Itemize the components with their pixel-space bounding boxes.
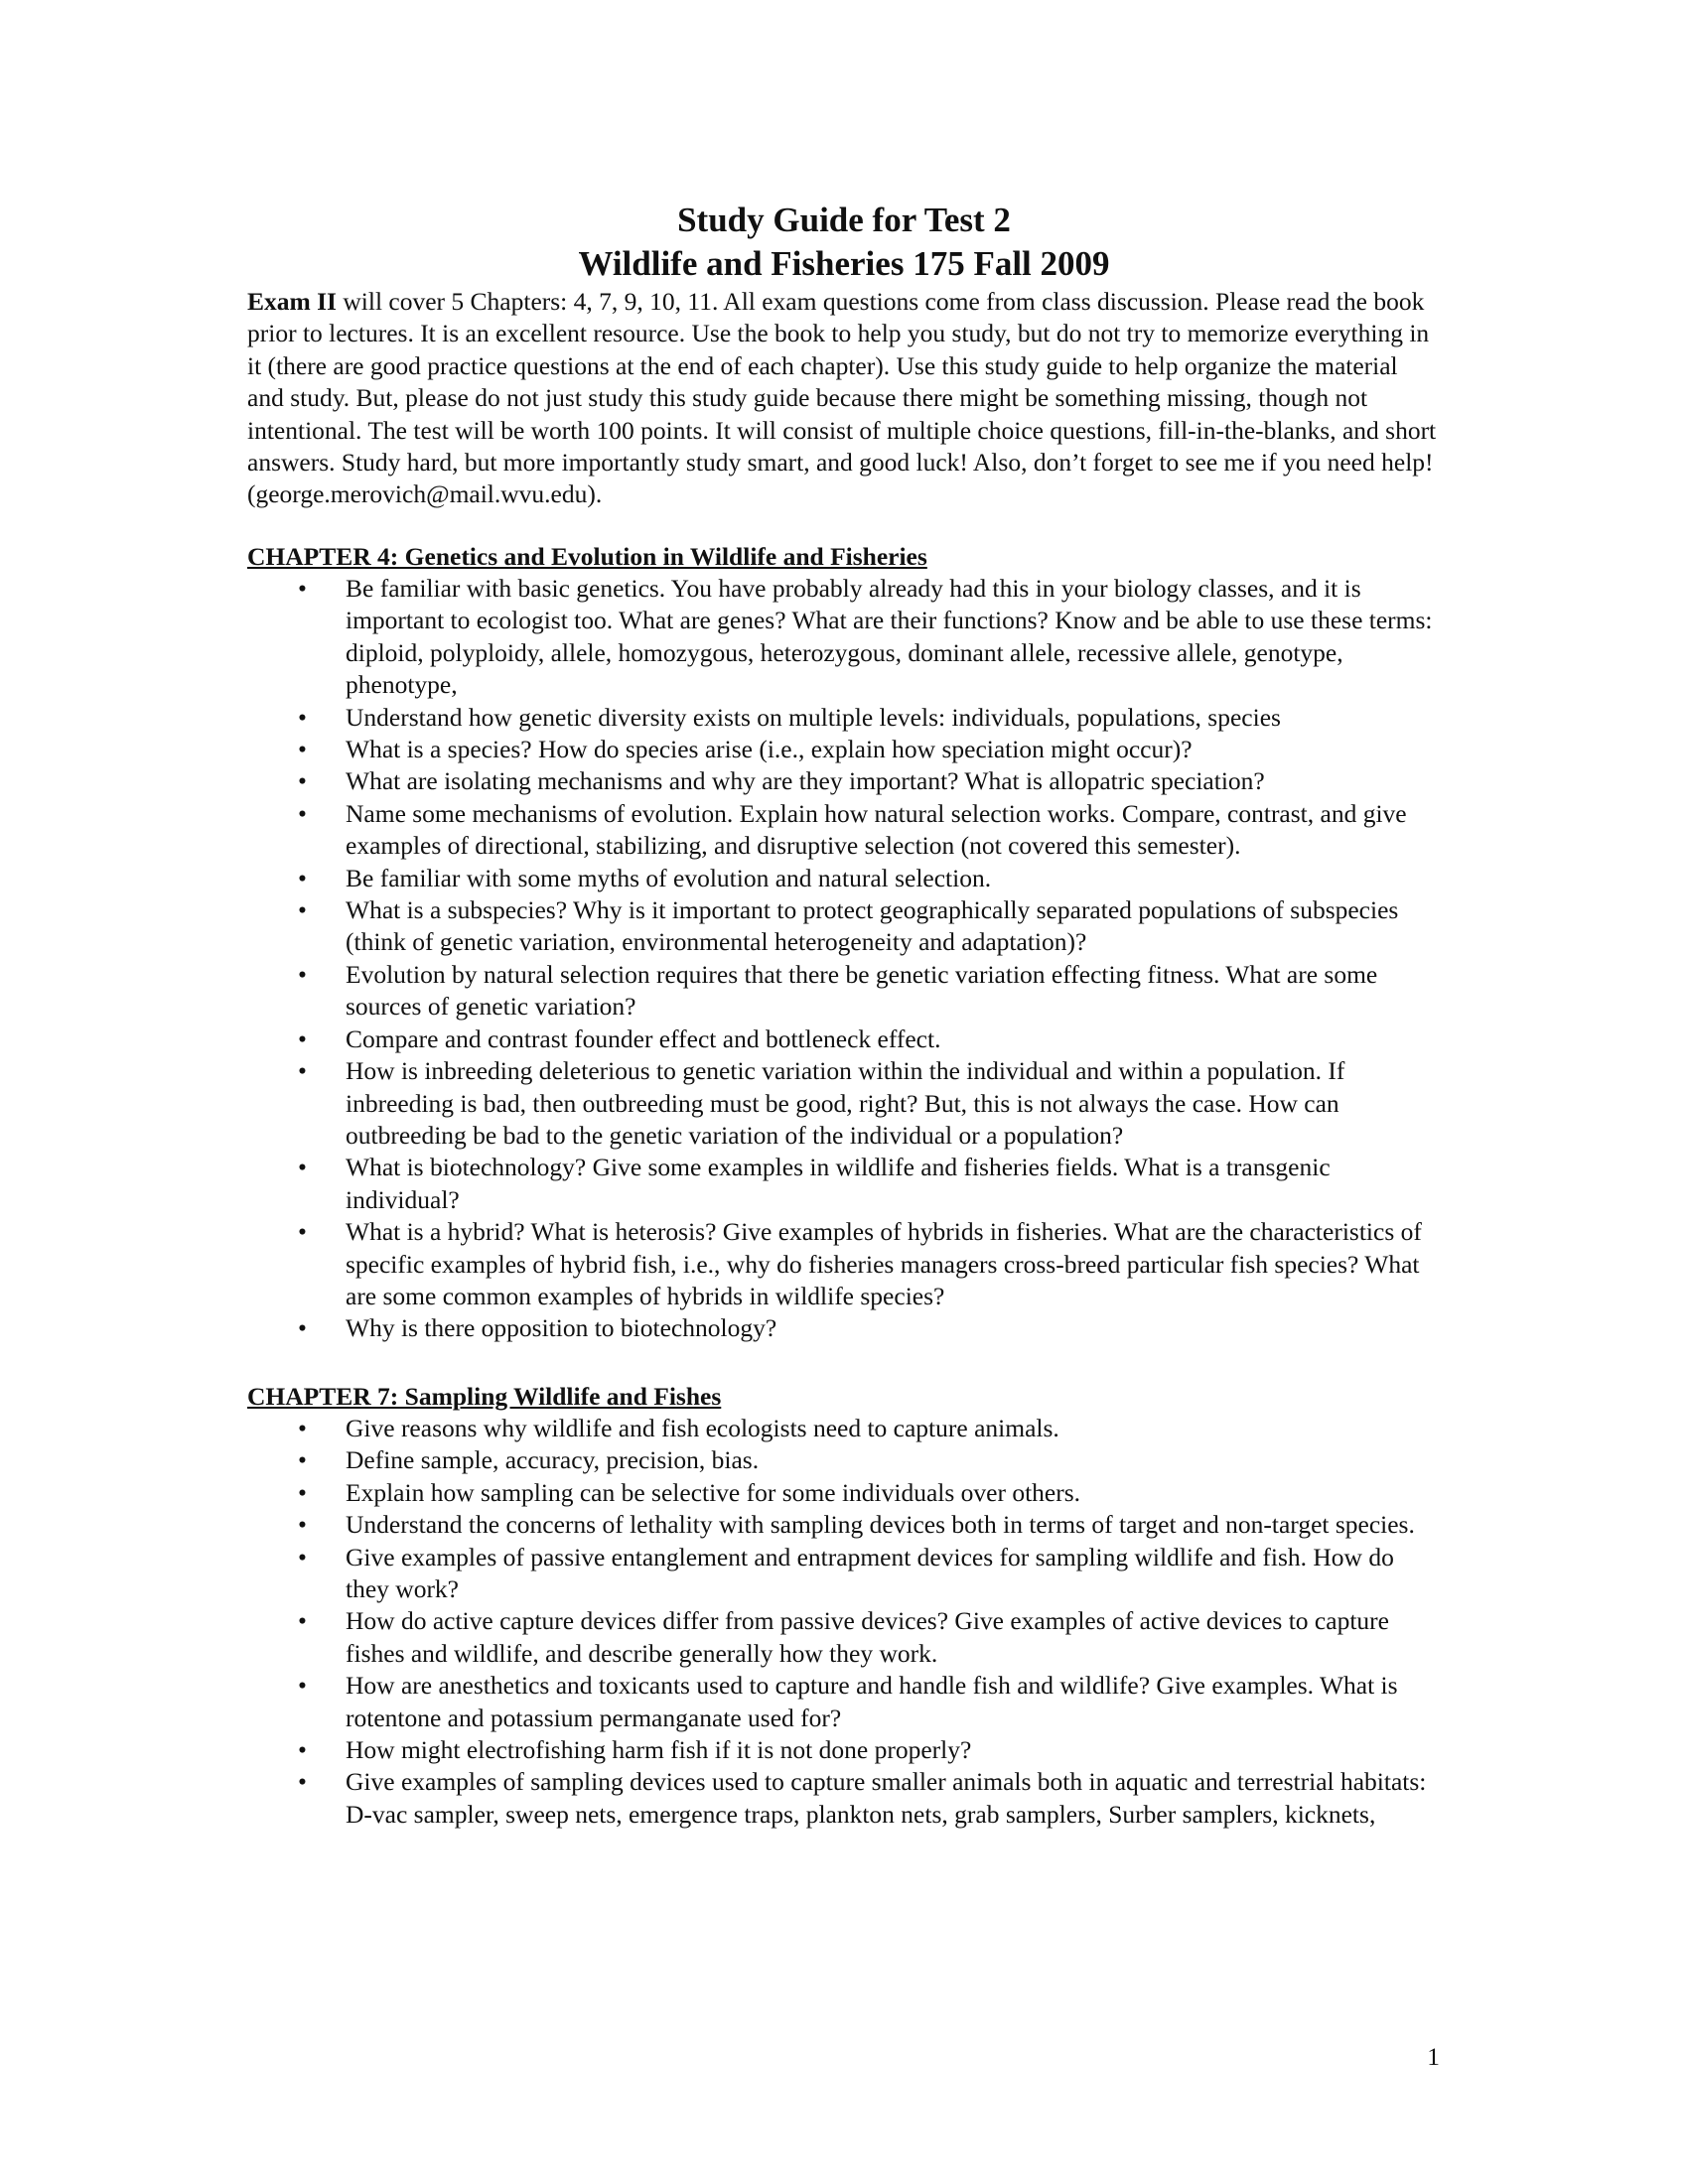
list-item-text: Give examples of passive entanglement and entrapment devices for sampling wildlife and fish. How do they work? bbox=[346, 1542, 1394, 1604]
list-item bbox=[247, 798, 1439, 863]
list-item-text: What are isolating mechanisms and why are they important? What is allopatric speciation? bbox=[346, 766, 1265, 796]
list-item bbox=[247, 959, 1439, 1024]
bullet-icon: • bbox=[298, 1542, 307, 1571]
list-item-text: What is a hybrid? What is heterosis? Give examples of hybrids in fisheries. What are the characteristics of specific examples of hybrid fish, i.e., why do fisheries managers cross-breed particular fish species? What are some common examples of hybrids in wildlife species? bbox=[346, 1217, 1422, 1310]
list-item bbox=[247, 894, 1439, 959]
list-item-text: Define sample, accuracy, precision, bias. bbox=[346, 1445, 760, 1475]
bullet-icon: • bbox=[298, 959, 307, 989]
chapter4-heading: CHAPTER 4: Genetics and Evolution in Wildlife and Fisheries bbox=[247, 542, 927, 571]
list-item bbox=[247, 1509, 1439, 1541]
bullet-icon: • bbox=[298, 1217, 307, 1247]
list-item-text: How might electrofishing harm fish if it is not done properly? bbox=[346, 1735, 972, 1765]
bullet-icon: • bbox=[298, 1153, 307, 1182]
list-item bbox=[247, 1055, 1439, 1152]
list-item bbox=[247, 1734, 1439, 1766]
list-item-text: Give reasons why wildlife and fish ecologists need to capture animals. bbox=[346, 1414, 1059, 1442]
intro-paragraph bbox=[247, 286, 1439, 511]
bullet-icon: • bbox=[298, 1313, 307, 1343]
chapter7-list bbox=[247, 1413, 1439, 1831]
list-item bbox=[247, 1444, 1439, 1476]
list-item-text: Explain how sampling can be selective for some individuals over others. bbox=[346, 1477, 1081, 1507]
list-item-text: Be familiar with some myths of evolution and natural selection. bbox=[346, 863, 992, 892]
list-item bbox=[247, 765, 1439, 797]
list-item bbox=[247, 1766, 1439, 1831]
list-item bbox=[247, 573, 1439, 702]
list-item bbox=[247, 1216, 1439, 1312]
bullet-icon: • bbox=[298, 1477, 307, 1507]
list-item-text: What is biotechnology? Give some examples in wildlife and fisheries fields. What is a transgenic individual? bbox=[346, 1153, 1331, 1214]
list-item-text: Understand the concerns of lethality with sampling devices both in terms of target and non-target species. bbox=[346, 1510, 1415, 1540]
bullet-icon: • bbox=[298, 1056, 307, 1086]
chapter4-list bbox=[247, 573, 1439, 1345]
bullet-icon: • bbox=[298, 798, 307, 828]
bullet-icon: • bbox=[298, 702, 307, 732]
list-item-text: Evolution by natural selection requires that there be genetic variation effecting fitness. What are some sources of genetic variation? bbox=[346, 959, 1378, 1022]
bullet-icon: • bbox=[298, 1767, 307, 1797]
intro-bold-label: Exam II bbox=[247, 287, 337, 316]
intro-text: will cover 5 Chapters: 4, 7, 9, 10, 11. All exam questions come from class discussion. Please read the book prior to lectures. It is an excellent resource. Use the book to help you study, but do not try to memorize everything in it (there are good practice questions at the end of each chapter). Use this study guide to help organize the material and study. But, please do not just study this study guide because there might be something missing, though not intentional. The test will be worth 100 points. It will consist of multiple choice questions, fill-in-the-blanks, and short answers. Study hard, but more importantly study smart, and good luck! Also, don’t forget to see me if you need help! (george.merovich@mail.wvu.edu). bbox=[247, 287, 1437, 509]
bullet-icon: • bbox=[298, 1510, 307, 1540]
list-item bbox=[247, 1542, 1439, 1606]
list-item bbox=[247, 702, 1439, 734]
bullet-icon: • bbox=[298, 1024, 307, 1053]
bullet-icon: • bbox=[298, 1414, 307, 1442]
list-item bbox=[247, 1670, 1439, 1734]
list-item-text: How do active capture devices differ from passive devices? Give examples of active devices to capture fishes and wildlife, and describe generally how they work. bbox=[346, 1606, 1389, 1668]
bullet-icon: • bbox=[298, 863, 307, 892]
bullet-icon: • bbox=[298, 1445, 307, 1475]
bullet-icon: • bbox=[298, 574, 307, 603]
chapter7-heading: CHAPTER 7: Sampling Wildlife and Fishes bbox=[247, 1382, 722, 1411]
list-item-text: What is a subspecies? Why is it important to protect geographically separated populations of subspecies (think of genetic variation, environmental heterogeneity and adaptation)? bbox=[346, 895, 1399, 957]
bullet-icon: • bbox=[298, 1735, 307, 1765]
list-item-text: Be familiar with basic genetics. You have probably already had this in your biology classes, and it is important to ecologist too. What are genes? What are their functions? Know and be able to use these terms: diploid, polyploidy, allele, homozygous, heterozygous, dominant allele, recessive allele, genotype, phenotype, bbox=[346, 574, 1433, 700]
list-item bbox=[247, 1312, 1439, 1344]
page-number: 1 bbox=[1427, 2042, 1440, 2071]
bullet-icon: • bbox=[298, 895, 307, 925]
list-item-text: What is a species? How do species arise (i.e., explain how speciation might occur)? bbox=[346, 735, 1193, 764]
bullet-icon: • bbox=[298, 766, 307, 796]
list-item bbox=[247, 734, 1439, 765]
bullet-icon: • bbox=[298, 1606, 307, 1636]
list-item-text: Compare and contrast founder effect and bottleneck effect. bbox=[346, 1024, 941, 1053]
document-subtitle: Wildlife and Fisheries 175 Fall 2009 bbox=[578, 244, 1110, 283]
list-item bbox=[247, 1605, 1439, 1670]
list-item-text: How are anesthetics and toxicants used to capture and handle fish and wildlife? Give examples. What is rotentone and potassium permanganate used for? bbox=[346, 1671, 1398, 1732]
bullet-icon: • bbox=[298, 735, 307, 764]
document-title: Study Guide for Test 2 bbox=[677, 201, 1011, 239]
list-item bbox=[247, 1477, 1439, 1509]
list-item bbox=[247, 1152, 1439, 1216]
list-item bbox=[247, 1024, 1439, 1055]
list-item-text: How is inbreeding deleterious to genetic variation within the individual and within a population. If inbreeding is bad, then outbreeding must be good, right? But, this is not always the case. How can outbreeding be bad to the genetic variation of the individual or a population? bbox=[346, 1056, 1345, 1150]
list-item bbox=[247, 863, 1439, 894]
list-item-text: Why is there opposition to biotechnology? bbox=[346, 1313, 777, 1343]
bullet-icon: • bbox=[298, 1671, 307, 1701]
list-item-text: Give examples of sampling devices used to capture smaller animals both in aquatic and terrestrial habitats: D-vac sampler, sweep nets, emergence traps, plankton nets, grab samplers, Surber samplers, kicknets, bbox=[346, 1767, 1427, 1829]
list-item-text: Name some mechanisms of evolution. Explain how natural selection works. Compare, contrast, and give examples of directional, stabilizing, and disruptive selection (not covered this semester). bbox=[346, 798, 1407, 861]
list-item-text: Understand how genetic diversity exists on multiple levels: individuals, populations, species bbox=[346, 702, 1281, 732]
list-item bbox=[247, 1413, 1439, 1444]
